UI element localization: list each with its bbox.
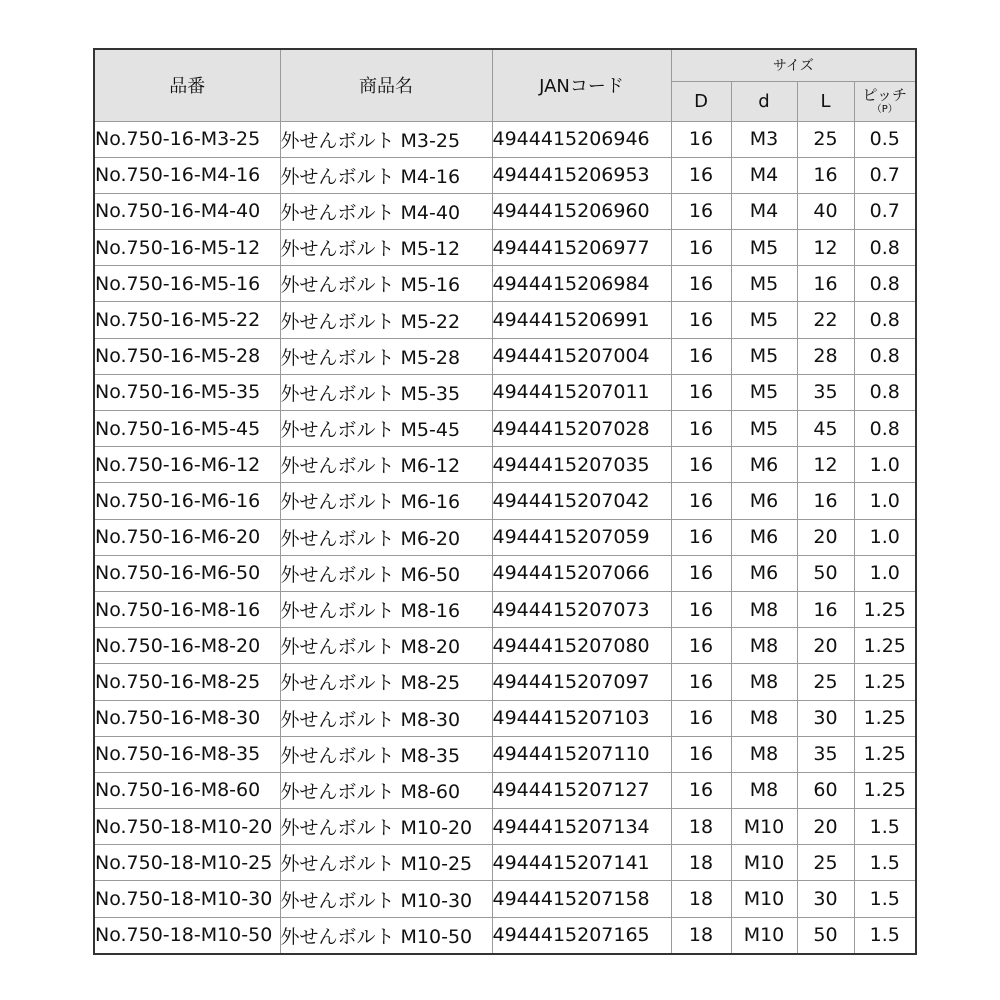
cell-length: 20	[797, 628, 854, 664]
cell-d-thread: M10	[731, 881, 797, 917]
cell-d-thread: M4	[731, 193, 797, 229]
header-jan: JANコード	[492, 49, 671, 121]
cell-jan: 4944415207011	[492, 374, 671, 410]
table-header	[94, 49, 916, 121]
cell-jan: 4944415207134	[492, 809, 671, 845]
cell-jan: 4944415207165	[492, 917, 671, 954]
spec-table	[93, 48, 917, 955]
cell-length: 60	[797, 772, 854, 808]
table-row	[94, 302, 916, 338]
table-row	[94, 447, 916, 483]
cell-d-thread: M8	[731, 628, 797, 664]
cell-jan: 4944415207103	[492, 700, 671, 736]
cell-jan: 4944415207073	[492, 591, 671, 627]
cell-d-thread: M5	[731, 266, 797, 302]
cell-d-thread: M8	[731, 736, 797, 772]
cell-d-outer: 16	[671, 338, 731, 374]
cell-pitch: 1.0	[854, 447, 916, 483]
cell-jan: 4944415206977	[492, 230, 671, 266]
cell-product-name: 外せんボルト M6-50	[280, 555, 492, 591]
cell-d-thread: M5	[731, 411, 797, 447]
cell-d-outer: 18	[671, 917, 731, 954]
cell-pitch: 1.0	[854, 519, 916, 555]
cell-length: 45	[797, 411, 854, 447]
cell-code: No.750-16-M8-30	[94, 700, 280, 736]
cell-length: 35	[797, 374, 854, 410]
cell-length: 50	[797, 917, 854, 954]
table-row	[94, 809, 916, 845]
cell-d-outer: 16	[671, 519, 731, 555]
cell-product-name: 外せんボルト M3-25	[280, 121, 492, 157]
header-pitch-label: ピッチ	[862, 86, 907, 104]
cell-d-thread: M8	[731, 664, 797, 700]
cell-jan: 4944415206946	[492, 121, 671, 157]
table-row	[94, 411, 916, 447]
cell-product-name: 外せんボルト M5-28	[280, 338, 492, 374]
cell-d-thread: M8	[731, 700, 797, 736]
cell-jan: 4944415207110	[492, 736, 671, 772]
cell-jan: 4944415207080	[492, 628, 671, 664]
table-row	[94, 338, 916, 374]
cell-code: No.750-16-M6-20	[94, 519, 280, 555]
cell-d-outer: 16	[671, 374, 731, 410]
cell-code: No.750-16-M5-12	[94, 230, 280, 266]
cell-length: 22	[797, 302, 854, 338]
cell-d-thread: M6	[731, 555, 797, 591]
table-body	[94, 121, 916, 954]
cell-d-outer: 16	[671, 230, 731, 266]
cell-d-thread: M6	[731, 447, 797, 483]
cell-d-outer: 16	[671, 193, 731, 229]
cell-code: No.750-18-M10-20	[94, 809, 280, 845]
cell-jan: 4944415207097	[492, 664, 671, 700]
cell-code: No.750-16-M8-60	[94, 772, 280, 808]
cell-pitch: 1.25	[854, 772, 916, 808]
cell-pitch: 0.8	[854, 374, 916, 410]
cell-d-thread: M5	[731, 338, 797, 374]
cell-length: 40	[797, 193, 854, 229]
cell-jan: 4944415207028	[492, 411, 671, 447]
cell-code: No.750-16-M4-16	[94, 157, 280, 193]
cell-d-thread: M8	[731, 772, 797, 808]
cell-d-outer: 16	[671, 628, 731, 664]
cell-length: 16	[797, 483, 854, 519]
cell-code: No.750-16-M8-25	[94, 664, 280, 700]
cell-d-thread: M4	[731, 157, 797, 193]
cell-d-thread: M6	[731, 519, 797, 555]
cell-code: No.750-16-M4-40	[94, 193, 280, 229]
cell-product-name: 外せんボルト M10-20	[280, 809, 492, 845]
table-row	[94, 121, 916, 157]
cell-length: 12	[797, 447, 854, 483]
cell-code: No.750-16-M5-16	[94, 266, 280, 302]
cell-length: 16	[797, 157, 854, 193]
cell-length: 25	[797, 121, 854, 157]
cell-product-name: 外せんボルト M8-20	[280, 628, 492, 664]
cell-code: No.750-16-M5-35	[94, 374, 280, 410]
cell-pitch: 0.8	[854, 338, 916, 374]
cell-d-thread: M5	[731, 302, 797, 338]
cell-product-name: 外せんボルト M8-16	[280, 591, 492, 627]
table-row	[94, 591, 916, 627]
cell-jan: 4944415206984	[492, 266, 671, 302]
cell-pitch: 0.8	[854, 230, 916, 266]
cell-length: 30	[797, 881, 854, 917]
cell-code: No.750-16-M8-16	[94, 591, 280, 627]
cell-pitch: 1.0	[854, 555, 916, 591]
cell-length: 50	[797, 555, 854, 591]
table-row	[94, 193, 916, 229]
cell-d-outer: 16	[671, 411, 731, 447]
cell-d-thread: M6	[731, 483, 797, 519]
cell-product-name: 外せんボルト M8-35	[280, 736, 492, 772]
cell-d-outer: 16	[671, 266, 731, 302]
cell-product-name: 外せんボルト M5-12	[280, 230, 492, 266]
cell-code: No.750-16-M6-12	[94, 447, 280, 483]
cell-pitch: 1.5	[854, 809, 916, 845]
cell-pitch: 1.25	[854, 664, 916, 700]
cell-code: No.750-16-M8-20	[94, 628, 280, 664]
cell-d-thread: M10	[731, 809, 797, 845]
cell-length: 28	[797, 338, 854, 374]
table-row	[94, 628, 916, 664]
cell-length: 30	[797, 700, 854, 736]
cell-product-name: 外せんボルト M10-50	[280, 917, 492, 954]
cell-pitch: 1.0	[854, 483, 916, 519]
cell-pitch: 1.25	[854, 736, 916, 772]
cell-jan: 4944415207141	[492, 845, 671, 881]
cell-pitch: 1.5	[854, 881, 916, 917]
cell-jan: 4944415207004	[492, 338, 671, 374]
cell-length: 35	[797, 736, 854, 772]
cell-code: No.750-16-M5-45	[94, 411, 280, 447]
cell-product-name: 外せんボルト M8-30	[280, 700, 492, 736]
cell-length: 25	[797, 845, 854, 881]
table-row	[94, 555, 916, 591]
table-row	[94, 374, 916, 410]
cell-jan: 4944415207042	[492, 483, 671, 519]
cell-product-name: 外せんボルト M5-35	[280, 374, 492, 410]
cell-jan: 4944415207127	[492, 772, 671, 808]
header-d-thread: d	[731, 81, 797, 121]
cell-code: No.750-18-M10-50	[94, 917, 280, 954]
cell-length: 12	[797, 230, 854, 266]
cell-product-name: 外せんボルト M5-45	[280, 411, 492, 447]
cell-product-name: 外せんボルト M5-16	[280, 266, 492, 302]
cell-d-outer: 16	[671, 302, 731, 338]
cell-jan: 4944415206991	[492, 302, 671, 338]
cell-code: No.750-16-M8-35	[94, 736, 280, 772]
header-d-outer: D	[671, 81, 731, 121]
header-pitch	[854, 81, 916, 121]
cell-pitch: 1.25	[854, 700, 916, 736]
cell-pitch: 0.8	[854, 411, 916, 447]
table-row	[94, 230, 916, 266]
cell-d-thread: M5	[731, 230, 797, 266]
cell-pitch: 0.8	[854, 266, 916, 302]
cell-product-name: 外せんボルト M6-16	[280, 483, 492, 519]
cell-product-name: 外せんボルト M6-12	[280, 447, 492, 483]
cell-code: No.750-16-M5-28	[94, 338, 280, 374]
cell-product-name: 外せんボルト M10-25	[280, 845, 492, 881]
cell-product-name: 外せんボルト M10-30	[280, 881, 492, 917]
cell-d-thread: M3	[731, 121, 797, 157]
table-row	[94, 917, 916, 954]
cell-d-outer: 16	[671, 591, 731, 627]
table-row	[94, 266, 916, 302]
cell-product-name: 外せんボルト M5-22	[280, 302, 492, 338]
cell-d-thread: M5	[731, 374, 797, 410]
cell-jan: 4944415207035	[492, 447, 671, 483]
table-row	[94, 664, 916, 700]
cell-pitch: 1.5	[854, 917, 916, 954]
cell-code: No.750-18-M10-30	[94, 881, 280, 917]
cell-d-outer: 16	[671, 736, 731, 772]
cell-length: 16	[797, 591, 854, 627]
header-name: 商品名	[280, 49, 492, 121]
cell-product-name: 外せんボルト M6-20	[280, 519, 492, 555]
cell-pitch: 0.7	[854, 193, 916, 229]
cell-d-outer: 16	[671, 772, 731, 808]
cell-product-name: 外せんボルト M8-60	[280, 772, 492, 808]
header-code: 品番	[94, 49, 280, 121]
cell-d-outer: 16	[671, 555, 731, 591]
cell-jan: 4944415207066	[492, 555, 671, 591]
table-row	[94, 845, 916, 881]
cell-code: No.750-18-M10-25	[94, 845, 280, 881]
table-row	[94, 519, 916, 555]
cell-product-name: 外せんボルト M4-16	[280, 157, 492, 193]
cell-d-outer: 18	[671, 845, 731, 881]
cell-code: No.750-16-M3-25	[94, 121, 280, 157]
cell-jan: 4944415207158	[492, 881, 671, 917]
cell-d-outer: 16	[671, 483, 731, 519]
header-length: L	[797, 81, 854, 121]
table-row	[94, 700, 916, 736]
cell-d-thread: M8	[731, 591, 797, 627]
cell-pitch: 0.8	[854, 302, 916, 338]
header-size-group: サイズ	[671, 49, 916, 81]
table-row	[94, 483, 916, 519]
cell-product-name: 外せんボルト M4-40	[280, 193, 492, 229]
cell-length: 20	[797, 809, 854, 845]
cell-d-thread: M10	[731, 845, 797, 881]
cell-jan: 4944415206960	[492, 193, 671, 229]
cell-pitch: 1.25	[854, 591, 916, 627]
table-row	[94, 157, 916, 193]
cell-jan: 4944415207059	[492, 519, 671, 555]
cell-d-thread: M10	[731, 917, 797, 954]
cell-pitch: 1.25	[854, 628, 916, 664]
cell-d-outer: 16	[671, 121, 731, 157]
cell-code: No.750-16-M5-22	[94, 302, 280, 338]
cell-d-outer: 18	[671, 881, 731, 917]
cell-pitch: 0.7	[854, 157, 916, 193]
cell-d-outer: 16	[671, 157, 731, 193]
table-row	[94, 772, 916, 808]
table-row	[94, 736, 916, 772]
cell-length: 16	[797, 266, 854, 302]
cell-code: No.750-16-M6-16	[94, 483, 280, 519]
cell-pitch: 1.5	[854, 845, 916, 881]
cell-product-name: 外せんボルト M8-25	[280, 664, 492, 700]
cell-length: 20	[797, 519, 854, 555]
header-pitch-unit: （P）	[871, 104, 898, 115]
cell-d-outer: 16	[671, 447, 731, 483]
cell-d-outer: 16	[671, 664, 731, 700]
cell-length: 25	[797, 664, 854, 700]
table-row	[94, 881, 916, 917]
cell-d-outer: 16	[671, 700, 731, 736]
cell-code: No.750-16-M6-50	[94, 555, 280, 591]
cell-pitch: 0.5	[854, 121, 916, 157]
cell-jan: 4944415206953	[492, 157, 671, 193]
cell-d-outer: 18	[671, 809, 731, 845]
